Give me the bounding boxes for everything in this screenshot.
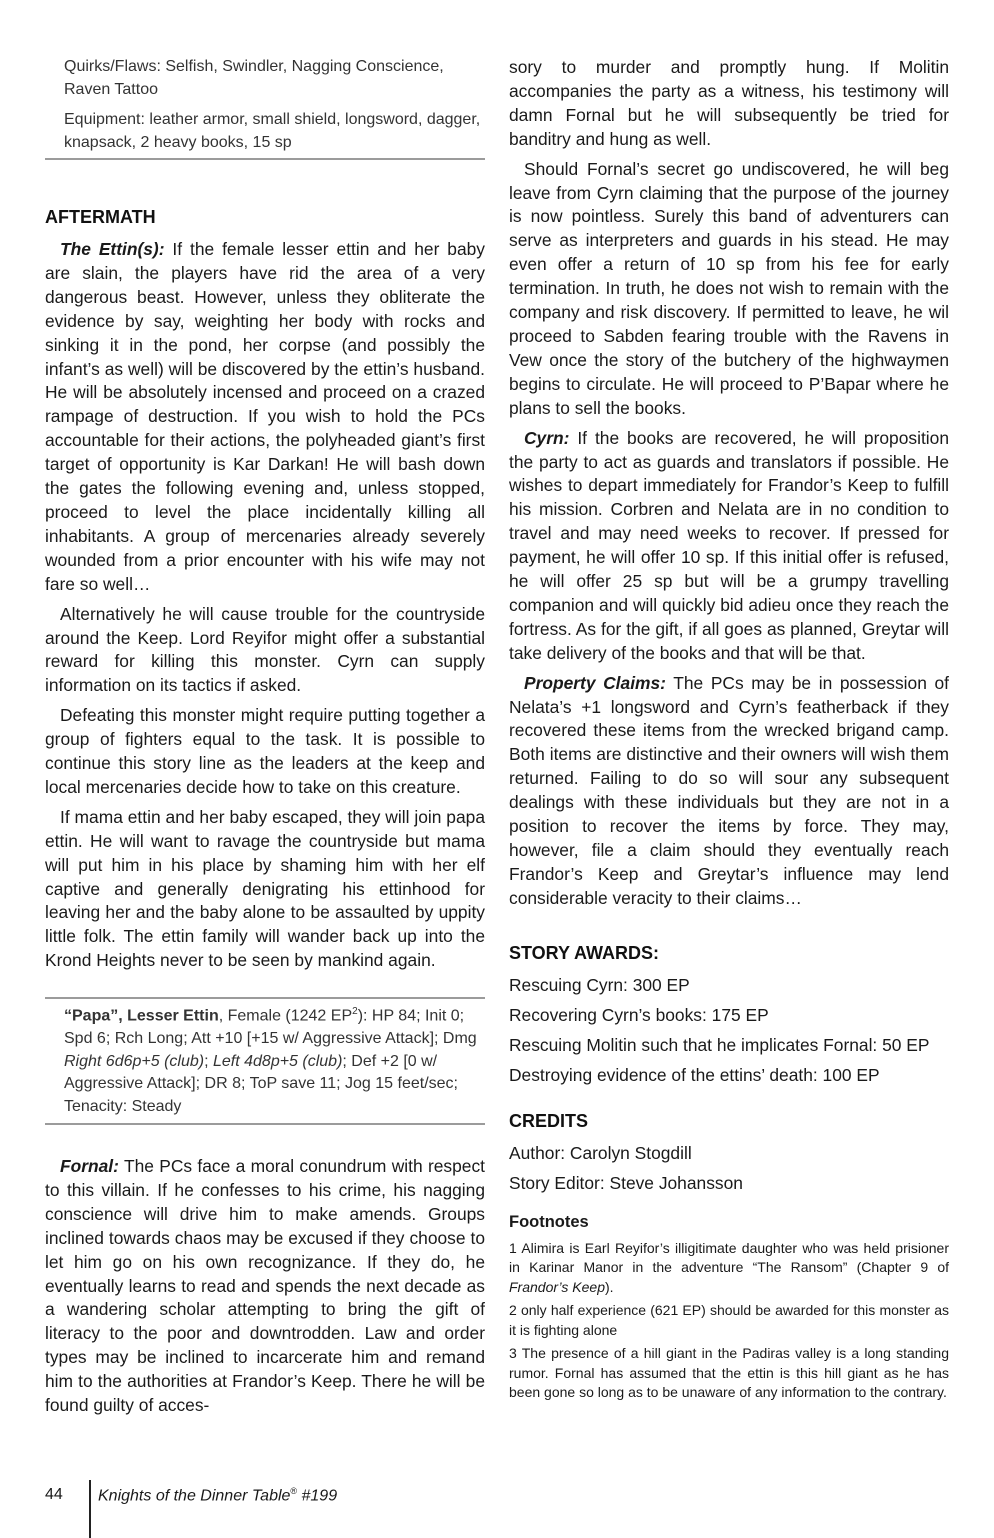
left-column — [45, 56, 485, 1418]
story-awards-list — [509, 973, 949, 1087]
property-claims-paragraph — [509, 672, 949, 911]
equipment-line: Equipment: leather armor, small shield, longsword, dagger, knapsack, 2 heavy books, 15 sp — [64, 111, 481, 151]
ettins-text: If the female lesser ettin and her baby are slain, the players have rid the area of a very dangerous beast. However, unless they obliterate the evidence by say, weighting her body with rocks and sinking it in the pond, her corpse (and possibly the infant’s as well) will be discovered by the ettin’s husband. He will be absolutely incensed and proceed on a crazed rampage of destruction. If you wish to hold the PCs accountable for their actions, the polyheaded giant’s first target of opportunity is Kar Darkan! He will bash down the gates the following evening and, unless stopped, proceed to level the place incidentally killing all inhabitants. A group of mercenaries already severely wounded from a prior encounter with his wife may not fare so well… — [45, 239, 485, 594]
footer-divider — [89, 1480, 91, 1538]
damage-right: Right 6d6p+5 (club) — [64, 1052, 205, 1070]
alternatively-paragraph: Alternatively he will cause trouble for the countryside around the Keep. Lord Reyifor might offer a substantial reward for killing this monster. Cyrn can supply information on its tactics if asked. — [45, 603, 485, 696]
fornal-text: The PCs face a moral conundrum with respect to this villain. If he confesses to his crime, his nagging conscience will drive him to make amends. Groups inclined towards chaos may be excused if they choose to let him go on his own recognizance. If they do, he eventually learns to read and spends the next decade as a wandering scholar attempting to bring the gift of literacy to the poor and downtrodden. Law and order types may be inclined to incarcerate him and remand him to the authorities at Frandor’s Keep. There he will be found guilty of acces- — [45, 1156, 485, 1416]
fornal-stat-block-end — [45, 56, 485, 160]
quirks-line: Quirks/Flaws: Selfish, Swindler, Nagging Conscience, Raven Tattoo — [64, 58, 444, 98]
right-column — [509, 56, 949, 1403]
footer-issue: #199 — [297, 1487, 338, 1505]
footer-publication-title — [98, 1486, 337, 1505]
footnotes-heading: Footnotes — [509, 1212, 589, 1231]
papa-ettin-stat-block — [45, 997, 485, 1125]
cyrn-text: If the books are recovered, he will proposition the party to act as guards and translators if possible. He wishes to depart immediately for Frandor’s Keep to fulfill his mission. Corbren and Nelata are in no condition to travel and may need weeks to recover. If pressed for payment, he will offer 10 sp. If this initial offer is refused, he will offer 25 sp but will be a grumpy travelling companion and will quickly bid adieu once they reach the fortress. As for the gift, if all goes as planned, Greytar will take delivery of the books and that will be that. — [509, 427, 949, 663]
award-item: Recovering Cyrn’s books: 175 EP — [509, 1004, 769, 1025]
credit-story-editor: Story Editor: Steve Johansson — [509, 1172, 743, 1193]
page-number: 44 — [45, 1486, 63, 1503]
ettins-paragraph — [45, 238, 485, 597]
property-claims-text: The PCs may be in possession of Nelata’s +1 longsword and Cyrn’s featherback if they recovered these items from the wrecked brigand camp. Both items are distinctive and their owners will wish them returned. Failing to do so will sour any subsequent dealings with these individuals but they are not in a position to recover the items by force. They may, however, file a claim should they eventually reach Frandor’s Keep and Greytar’s influence may lend considerable veracity to their claims… — [509, 672, 949, 908]
footnote-1-end: ). — [604, 1278, 614, 1295]
papa-stats-a: ): HP 84; Init 0; Spd 6; Rch Long; Att +10 [+15 w/ Aggressive Attack]; Dmg — [64, 1007, 477, 1048]
cyrn-label: Cyrn: — [524, 427, 570, 448]
award-item: Rescuing Molitin such that he implicates Fornal: 50 EP — [509, 1034, 930, 1055]
footnote-3: 3 The presence of a hill giant in the Padiras valley is a long standing rumor. Fornal has assumed that the ettin is this hill giant as he has been gone so long as to be unaware of any information to the contrary. — [509, 1345, 949, 1401]
footnote-1-book: Frandor’s Keep — [509, 1278, 605, 1295]
award-item: Destroying evidence of the ettins’ death: 100 EP — [509, 1064, 880, 1085]
story-awards-heading: STORY AWARDS: — [509, 942, 660, 963]
continued-paragraph: sory to murder and promptly hung. If Molitin accompanies the party as a witness, his testimony will damn Fornal but he will subsequently be tried for banditry and hung as well. — [509, 57, 949, 149]
registered-mark: ® — [290, 1486, 298, 1496]
defeating-paragraph: Defeating this monster might require putting together a group of fighters equal to the task. It is possible to continue this story line as the leaders at the keep and local mercenaries decide how to take on this creature. — [45, 705, 485, 797]
cyrn-paragraph — [509, 427, 949, 666]
fornal-label: Fornal: — [60, 1156, 119, 1177]
footer-title-text: Knights of the Dinner Table — [98, 1487, 291, 1505]
footnote-1 — [509, 1239, 949, 1298]
papa-stats-b: ; Def +2 [0 w/ Aggressive Attack]; DR 8; ToP save 11; Jog 15 feet/sec; Tenacity: Steady — [64, 1052, 458, 1115]
should-fornal-paragraph: Should Fornal’s secret go undiscovered, he will beg leave from Cyrn claiming that the purpose of the journey is now pointless. Surely this band of adventurers can serve as interpreters and guards in his stead. He may even offer a return of 10 sp from his fee for early termination. In truth, he does not wish to remain with the company and risk discovery. If permitted to leave, he wil proceed to Sabden fearing trouble with the Ravens in Vew once the story of the butchery of the highwaymen begins to circulate. He will proceed to P’Bapar where he plans to sell the books. — [509, 158, 949, 418]
ettins-label: The Ettin(s): — [60, 239, 165, 259]
papa-ettin-name: “Papa”, Lesser Ettin — [64, 1007, 219, 1025]
fornal-paragraph — [45, 1155, 485, 1418]
footnote-2: 2 only half experience (621 EP) should be awarded for this monster as it is fighting alone — [509, 1302, 949, 1338]
credits-heading: CREDITS — [509, 1110, 589, 1131]
papa-gender: , Female (1242 EP — [218, 1007, 353, 1025]
aftermath-heading: AFTERMATH — [45, 207, 156, 227]
property-claims-label: Property Claims: — [524, 672, 666, 693]
credit-author: Author: Carolyn Stogdill — [509, 1142, 692, 1163]
papa-ettin-stats — [64, 1001, 481, 1118]
damage-left: Left 4d8p+5 (club) — [212, 1052, 343, 1070]
mama-ettin-paragraph: If mama ettin and her baby escaped, they will join papa ettin. He will want to ravage the countryside but mama will put him in his place by shaming him with her elf captive and generally denigrating his ettinhood for leaving her and the baby alone to be assaulted by uppity little folk. The ettin family will wander back up into the Krond Heights never to be seen by mankind again. — [45, 806, 485, 971]
award-item: Rescuing Cyrn: 300 EP — [509, 974, 690, 995]
footnote-1-text: 1 Alimira is Earl Reyifor’s illigitimate daughter who was held prisioner in Karinar Manor in the adventure “The Ransom” (Chapter 9 of — [509, 1239, 949, 1276]
footnote-ref: 2 — [352, 1006, 358, 1018]
damage-separator: ; — [204, 1052, 213, 1070]
footnotes-list — [509, 1239, 949, 1403]
